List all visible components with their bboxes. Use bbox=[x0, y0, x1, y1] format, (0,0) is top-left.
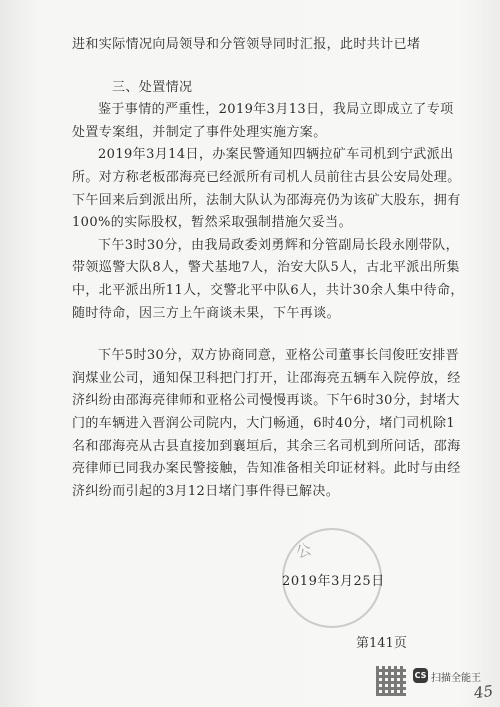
camscanner-logo-icon: CS bbox=[413, 668, 428, 683]
paragraph-march-14: 2019年3月14日，办案民警通知四辆拉矿车司机到宁武派出所。对方称老板邵海亮已经派所有司机人员前往古县公安局处理。下午回来后到派出所，法制大队认为邵海亮仍为该矿大股东，拥有100%的实际股权，暂然采取强制措施欠妥当。 bbox=[72, 147, 461, 231]
qr-code-icon bbox=[376, 666, 406, 696]
document-body bbox=[72, 34, 464, 503]
document-date: 2019年3月25日 bbox=[282, 574, 385, 589]
paragraph-afternoon-530: 下午5时30分，双方协商同意，亚格公司董事长闫俊旺安排晋润煤业公司，通知保卫科把门打开，让邵海亮五辆车入院停放，经济纠纷由邵海亮律师和亚格公司慢慢再谈。下午6时30分，封堵大门的车辆进入晋润公司院内，大门畅通，6时40分，堵门司机除1名和邵海亮从古县直接加到襄垣后，其余三名司机到所问话，邵海亮律师已同我办案民警接触，告知准备相关印证材料。此时与由经济纠纷而引起的3月12日堵门事件得已解决。 bbox=[72, 348, 461, 499]
handwritten-page-mark: 45 bbox=[472, 681, 495, 703]
paragraph-continuation: 进和实际情况向局领导和分管领导同时汇报，此时共计已堵 bbox=[72, 37, 421, 52]
official-seal-text: 公 bbox=[293, 540, 314, 562]
section-heading: 三、处置情况 bbox=[112, 79, 193, 95]
page-number: 第141页 bbox=[356, 636, 407, 651]
scanner-brand-name: 扫描全能王 bbox=[431, 673, 481, 684]
paragraph-afternoon-330: 下午3时30分，由我局政委刘勇辉和分管副局长段永刚带队，带领巡警大队8人，警犬基地7人，治安大队5人，古北平派出所集中，北平派出所11人，交警北平中队6人，共计30余人集中待命，随时待命，因三方上午商谈未果，下午再谈。 bbox=[72, 237, 464, 321]
paragraph-severity: 鉴于事情的严重性，2019年3月13日，我局立即成立了专项处置专案组，并制定了事件处理实施方案。 bbox=[72, 102, 454, 140]
